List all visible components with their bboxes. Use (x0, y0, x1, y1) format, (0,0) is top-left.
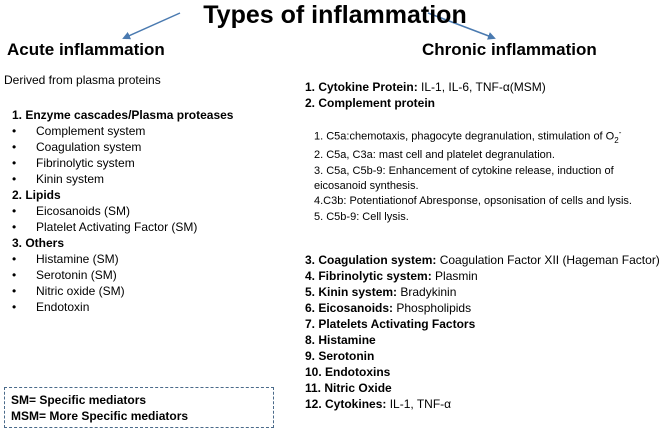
acute-group-label: 1. Enzyme cascades/Plasma proteases (12, 108, 234, 122)
chronic-list-item (305, 348, 660, 364)
chronic-item-label: 5. Kinin system: (305, 285, 398, 299)
chronic-item-label: 4. Fibrinolytic system: (305, 269, 432, 283)
chronic-item-label: 11. Nitric Oxide (305, 381, 392, 395)
acute-list-item: • Endotoxin (12, 299, 233, 315)
complement-details (314, 125, 639, 225)
chronic-list-item (305, 95, 546, 111)
chronic-item-detail: IL-1, IL-6, TNF-α(MSM) (417, 80, 546, 94)
o2-subscript: 2 (614, 135, 619, 145)
chronic-item-label: 7. Platelets Activating Factors (305, 317, 476, 331)
chronic-list-item (305, 316, 660, 332)
chronic-list-item (305, 300, 660, 316)
chronic-item-detail: Plasmin (431, 269, 478, 283)
chronic-list (305, 252, 660, 412)
chronic-item-label: 6. Eicosanoids: (305, 301, 394, 315)
chronic-item-label: 12. Cytokines: (305, 397, 387, 411)
chronic-list-item (305, 396, 660, 412)
acute-group-label: 3. Others (12, 236, 65, 250)
acute-list-item: • Coagulation system (12, 139, 233, 155)
legend-msm: MSM= More Specific mediators (11, 409, 189, 423)
chronic-item-detail: Bradykinin (397, 285, 457, 299)
chronic-item-label: 2. Complement protein (305, 96, 436, 110)
legend-box (4, 387, 274, 428)
complement-detail-text: 1. C5a:chemotaxis, phagocyte degranulation, stimulation of O (314, 130, 615, 143)
diagram-title: Types of inflammation (203, 1, 467, 29)
legend-sm: SM= Specific mediators (11, 393, 147, 407)
complement-detail-item: 5. C5b-9: Cell lysis. (314, 210, 409, 223)
chronic-item-label: 1. Cytokine Protein: (305, 80, 418, 94)
complement-detail-item: 2. C5a, C3a: mast cell and platelet degranulation. (314, 149, 555, 162)
complement-detail-item: 3. C5a, C5b-9: Enhancement of cytokine release, induction of eicosanoid synthesis. (314, 164, 614, 193)
chronic-item-detail: Phospholipids (393, 301, 472, 315)
chronic-item-detail: Coagulation Factor XII (Hageman Factor) (436, 253, 660, 267)
chronic-item-label: 10. Endotoxins (305, 365, 391, 379)
acute-list-item: • Histamine (SM) (12, 251, 233, 267)
acute-heading: Acute inflammation (7, 40, 165, 59)
chronic-list-item (305, 284, 660, 300)
chronic-list-item (305, 364, 660, 380)
acute-intro: Derived from plasma proteins (4, 73, 161, 87)
o2-superscript: - (618, 128, 622, 137)
acute-list-item: • Nitric oxide (SM) (12, 283, 233, 299)
chronic-top-list (305, 79, 546, 111)
chronic-item-detail: IL-1, TNF-α (386, 397, 452, 411)
chronic-heading: Chronic inflammation (422, 40, 597, 59)
chronic-list-item (305, 79, 546, 95)
acute-list-item: • Platelet Activating Factor (SM) (12, 219, 233, 235)
complement-detail-item (314, 125, 639, 148)
acute-list-item: • Eicosanoids (SM) (12, 203, 233, 219)
chronic-item-label: 8. Histamine (305, 333, 376, 347)
complement-detail-item: 4.C3b: Potentiationof Abresponse, opsonisation of cells and lysis. (314, 195, 632, 208)
chronic-list-item (305, 332, 660, 348)
chronic-list-item (305, 380, 660, 396)
acute-list (12, 107, 233, 315)
acute-group-label: 2. Lipids (12, 188, 61, 202)
acute-list-item: • Complement system (12, 123, 233, 139)
chronic-item-label: 9. Serotonin (305, 349, 375, 363)
acute-list-item: • Kinin system (12, 171, 233, 187)
acute-list-item: • Fibrinolytic system (12, 155, 233, 171)
chronic-list-item (305, 252, 660, 268)
chronic-item-label: 3. Coagulation system: (305, 253, 437, 267)
chronic-list-item (305, 268, 660, 284)
acute-list-item: • Serotonin (SM) (12, 267, 233, 283)
